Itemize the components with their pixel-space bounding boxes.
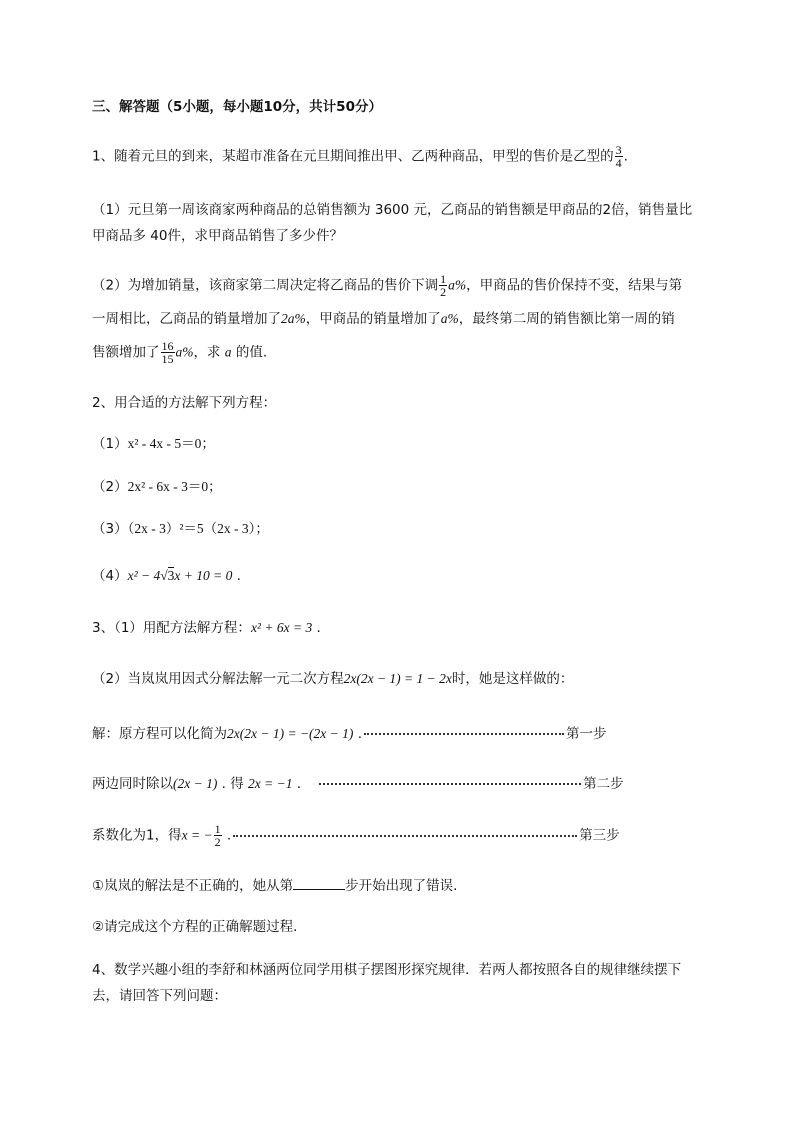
q4-line2: 去，请回答下列问题： (92, 988, 227, 1004)
q3-step1: 解：原方程可以化简为2x(2x − 1) = −(2x − 1) . 第一步 (92, 726, 607, 742)
q4-line1: 4、数学兴趣小组的李舒和林涵两位同学用棋子摆图形探究规律．若两人都按照各自的规律继续摆下 (92, 962, 682, 978)
q3-part1: 3、（1）用配方法解方程：x² + 6x = 3 . (92, 620, 321, 636)
q3-check2: ②请完成这个方程的正确解题过程. (92, 919, 298, 935)
answer-blank[interactable] (293, 875, 345, 890)
dotted-leader (364, 733, 564, 735)
q3-check1: ①岚岚的解法是不正确的，她从第 步开始出现了错误. (92, 875, 457, 896)
q1-part2-line3: 售额增加了 $\frac{16}{15}$ a%，求 a 的值. (92, 339, 268, 366)
q1-part1-line1: （1）元旦第一周该商家两种商品的总销售额为 3600 元，乙商品的销售额是甲商品的2倍，销售量比 (92, 202, 693, 218)
section-title: 三、解答题（5小题，每小题10分，共计50分） (92, 99, 382, 115)
dotted-leader (319, 783, 581, 785)
q2-eq3: （3）（2x - 3）²＝5（2x - 3）； (92, 521, 269, 537)
q1-part2-line2: 一周相比，乙商品的销量增加了2a%，甲商品的销量增加了a%，最终第二周的销售额比第一周的销 (92, 311, 675, 327)
q2-title: 2、用合适的方法解下列方程： (92, 395, 277, 411)
q1-half-fraction: $\frac{1}{2}$ (440, 272, 447, 299)
q2-eq4: （4）x² − 4√3x + 10 = 0 . (92, 568, 241, 584)
q2-eq1: （1）x² - 4x - 5＝0； (92, 436, 215, 452)
q1-part1-line2: 甲商品多 40件，求甲商品销售了多少件？ (92, 228, 343, 244)
q1-part2-line1: （2）为增加销量，该商家第二周决定将乙商品的售价下调 $\frac{1}{2}$ a%，甲商品的售价保持不变，结果与第 (92, 272, 683, 299)
q2-eq2: （2）2x² - 6x - 3＝0； (92, 479, 222, 495)
q1-fraction: $\frac{3}{4}$ (615, 143, 622, 170)
q3-half-fraction: $\frac{1}{2}$ (214, 822, 221, 849)
dotted-leader (233, 835, 577, 837)
q3-part2: （2）当岚岚用因式分解法解一元二次方程2x(2x − 1) = 1 − 2x时，她是这样做的： (92, 671, 574, 687)
q1-intro: 1、随着元旦的到来，某超市准备在元旦期间推出甲、乙两种商品，甲型的售价是乙型的 $\frac{3}{4}$ . (92, 143, 628, 170)
sqrt-symbol: √ (160, 568, 168, 583)
q3-step2: 两边同时除以(2x − 1) . 得 2x = −1 . 第二步 (92, 776, 624, 792)
q3-step3: 系数化为1，得x = − $\frac{1}{2}$ . 第三步 (92, 822, 620, 849)
q1-16-15-fraction: $\frac{16}{15}$ (161, 339, 174, 366)
